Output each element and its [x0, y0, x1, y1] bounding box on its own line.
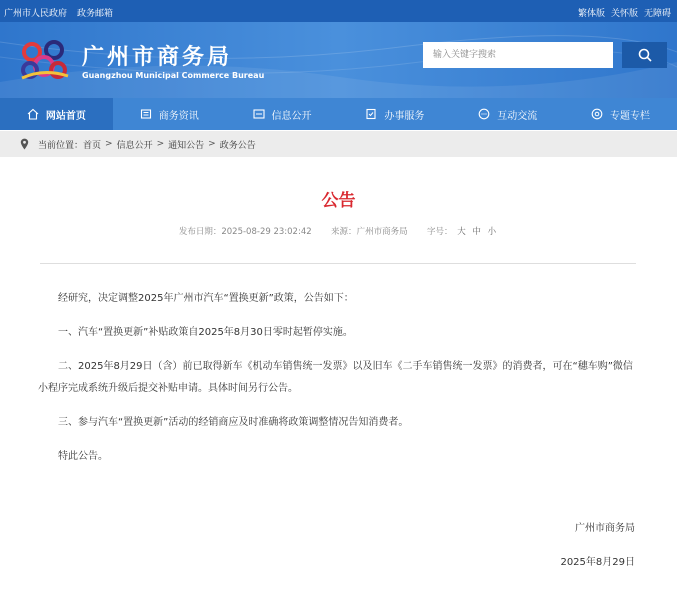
font-size-label: 字号： [426, 227, 453, 237]
nav-interaction-label: 互动交流 [497, 110, 538, 122]
article-title: 公告 [321, 191, 356, 211]
breadcrumb-separator: > [208, 139, 216, 149]
site-header [0, 22, 677, 98]
breadcrumb-notices[interactable]: 通知公告 [168, 140, 205, 151]
gov-link[interactable]: 广州市人民政府 [4, 9, 68, 19]
publish-date-label: 发布日期： [178, 227, 222, 237]
traditional-link[interactable]: 繁体版 [577, 9, 605, 19]
care-mode-link[interactable]: 关怀版 [610, 9, 638, 19]
news-icon [140, 108, 152, 120]
source-label: 来源： [331, 227, 357, 237]
nav-services-label: 办事服务 [384, 110, 425, 122]
breadcrumb-separator: > [156, 139, 165, 149]
article-paragraph-intro: 经研究，决定调整2025年广州市汽车“置换更新”政策，公告如下： [58, 293, 354, 304]
signature-date: 2025年8月29日 [560, 557, 635, 568]
breadcrumb [0, 131, 677, 157]
nav-info-label: 信息公开 [271, 110, 312, 122]
font-size-large[interactable]: 大 [457, 227, 466, 237]
breadcrumb-home[interactable]: 首页 [83, 140, 102, 151]
nav-topics[interactable] [564, 98, 677, 130]
nav-interaction[interactable] [451, 98, 564, 130]
site-title-english: Guangzhou Municipal Commerce Bureau [82, 71, 265, 80]
location-pin-icon [20, 138, 29, 150]
nav-home-label: 网站首页 [45, 110, 86, 122]
gov-mail-link[interactable]: 政务邮箱 [77, 9, 114, 19]
nav-info-disclosure[interactable] [226, 98, 339, 130]
home-icon [27, 108, 39, 120]
magnifier-icon [638, 48, 652, 62]
nav-news-label: 商务资讯 [158, 110, 199, 122]
accessibility-link[interactable]: 无障碍 [643, 9, 671, 19]
signature-organization: 广州市商务局 [575, 523, 635, 534]
search-button[interactable] [622, 42, 667, 68]
article-paragraph-3: 三、参与汽车“置换更新”活动的经销商应及时准确将政策调整情况告知消费者。 [58, 417, 409, 428]
site-title: 广州市商务局 [82, 45, 233, 70]
topic-icon [591, 108, 603, 120]
main-nav [0, 98, 677, 130]
nav-home[interactable] [0, 98, 113, 130]
breadcrumb-separator: > [105, 139, 113, 149]
breadcrumb-prefix: 当前位置： [38, 140, 84, 151]
service-icon [365, 108, 377, 120]
article-paragraph-closing: 特此公告。 [58, 451, 108, 462]
search-input[interactable] [423, 42, 613, 68]
article-meta [0, 225, 677, 237]
article-paragraph-1: 一、汽车“置换更新”补贴政策自2025年8月30日零时起暂停实施。 [58, 327, 353, 338]
source-value: 广州市商务局 [356, 227, 408, 237]
chat-icon [478, 108, 490, 120]
nav-news[interactable] [113, 98, 226, 130]
nav-topics-label: 专题专栏 [610, 110, 651, 122]
bureau-logo-icon [18, 38, 70, 84]
nav-services[interactable] [338, 98, 451, 130]
breadcrumb-gov-announcements[interactable]: 政务公告 [219, 140, 256, 151]
font-size-medium[interactable]: 中 [472, 227, 481, 237]
article-paragraph-2: 二、2025年8月29日（含）前已取得新车《机动车销售统一发票》以及旧车《二手车销售统一发票》的消费者，可在“穗车购”微信小程序完成系统升级后提交补贴申请。具体时间另行公告。 [38, 361, 633, 394]
font-size-small[interactable]: 小 [487, 227, 497, 237]
info-icon [253, 108, 265, 120]
breadcrumb-info-disclosure[interactable]: 信息公开 [116, 140, 153, 151]
title-divider [40, 263, 636, 264]
top-bar [0, 0, 677, 22]
publish-date: 2025-08-29 23:02:42 [221, 227, 312, 237]
